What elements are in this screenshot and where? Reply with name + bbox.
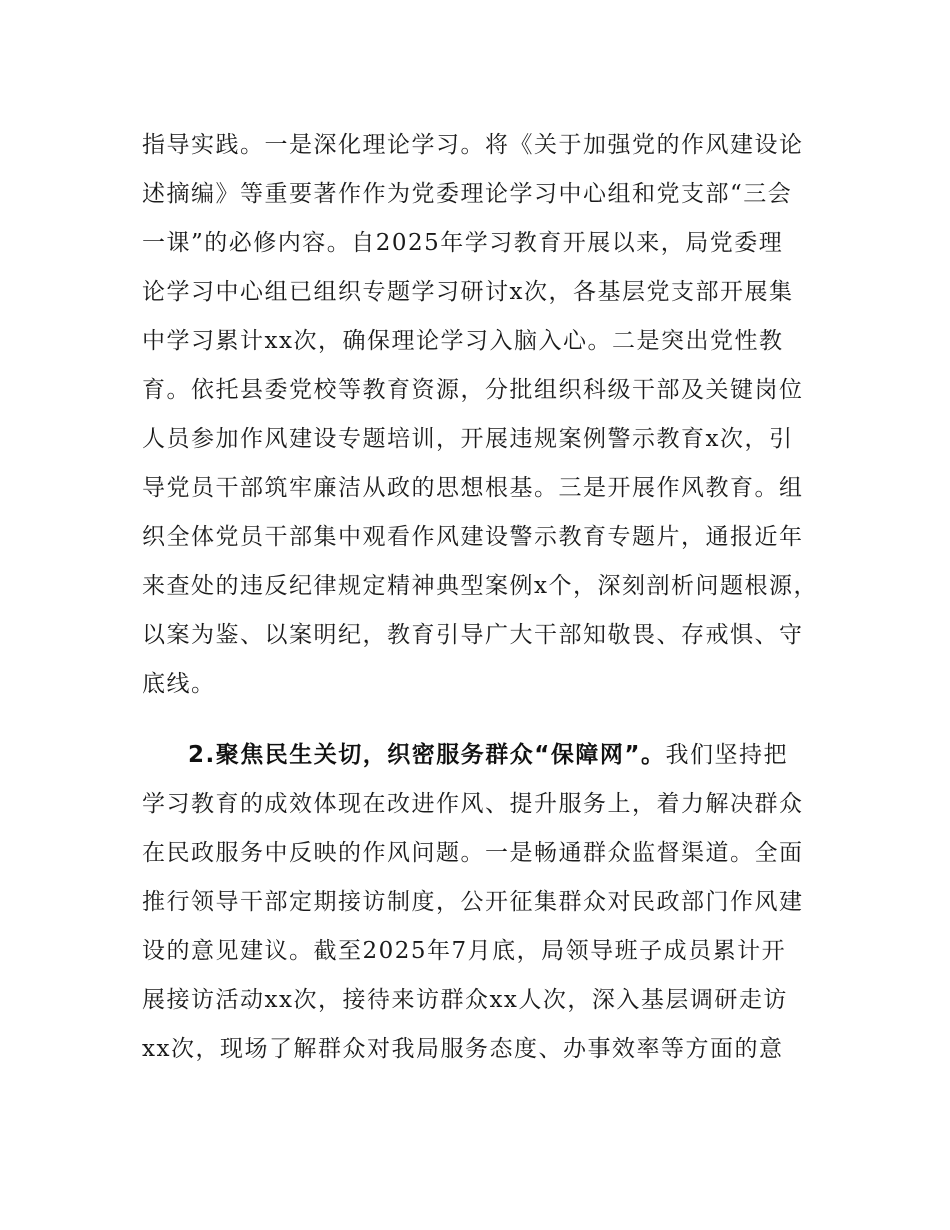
text-line: 导党员干部筑牢廉洁从政的思想根基。三是开展作风教育。组 (142, 475, 804, 501)
text-line: 人员参加作风建设专题培训，开展违规案例警示教育x次，引 (142, 426, 794, 452)
heading-trailing-text: 我们坚持把 (665, 742, 788, 768)
text-line: 在民政服务中反映的作风问题。一是畅通群众监督渠道。全面 (142, 840, 804, 866)
section-heading: 2.聚焦民生关切，织密服务群众“保障网”。 (188, 742, 666, 768)
text-line: 设的意见建议。截至2025年7月底，局领导班子成员累计开 (142, 938, 787, 964)
text-line: 述摘编》等重要著作作为党委理论学习中心组和党支部“三会 (142, 181, 793, 207)
text-line: 展接访活动xx次，接待来访群众xx人次，深入基层调研走访 (142, 987, 788, 1013)
text-line: 中学习累计xx次，确保理论学习入脑入心。二是突出党性教 (142, 328, 784, 354)
text-line: 底线。 (142, 671, 216, 697)
text-line: 指导实践。一是深化理论学习。将《关于加强党的作风建设论 (142, 132, 804, 158)
text-line: 一课”的必修内容。自2025年学习教育开展以来，局党委理 (142, 230, 784, 256)
paragraph-public-service (142, 731, 812, 1074)
text-line: 以案为鉴、以案明纪，教育引导广大干部知敬畏、存戒惧、守 (142, 622, 804, 648)
text-line: 论学习中心组已组织专题学习研讨x次，各基层党支部开展集 (142, 279, 794, 305)
text-line: 学习教育的成效体现在改进作风、提升服务上，着力解决群众 (142, 791, 804, 817)
paragraph-theory-study (142, 121, 818, 709)
text-line: 育。依托县委党校等教育资源，分批组织科级干部及关键岗位 (142, 377, 804, 403)
text-line: 来查处的违反纪律规定精神典型案例x个，深刻剖析问题根源， (142, 573, 818, 599)
text-line: xx次，现场了解群众对我局服务态度、办事效率等方面的意 (142, 1036, 784, 1062)
text-line: 推行领导干部定期接访制度，公开征集群众对民政部门作风建 (142, 889, 804, 915)
text-line: 织全体党员干部集中观看作风建设警示教育专题片，通报近年 (142, 524, 804, 550)
text-line-first (142, 731, 812, 780)
